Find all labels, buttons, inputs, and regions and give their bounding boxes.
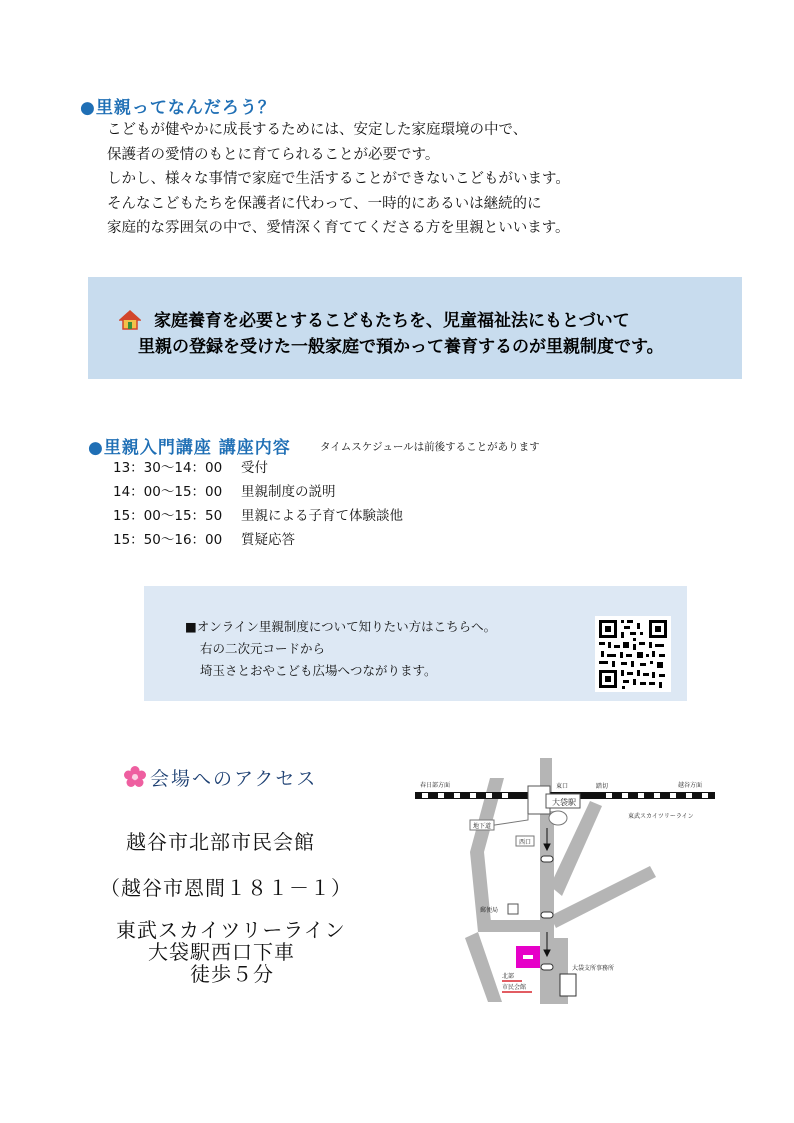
schedule-row (113, 528, 403, 552)
flower-icon (124, 766, 146, 788)
walk-time: 徒歩５分 (190, 962, 274, 986)
train-line: 東武スカイツリーライン (116, 918, 346, 942)
access-title: 会場へのアクセス (150, 768, 318, 790)
map-label-post: 郵便局 (480, 907, 499, 914)
map-label-station: 大袋駅 (552, 798, 576, 807)
station-exit: 大袋駅西口下車 (148, 940, 295, 964)
schedule-row (113, 456, 403, 480)
highlight-line-2: 里親の登録を受けた一般家庭で預かって養育するのが里親制度です。 (138, 337, 664, 357)
map-roundabout (549, 811, 567, 825)
schedule-time: 15：50～16：00 (113, 532, 223, 548)
schedule-label: 里親制度の説明 (241, 484, 336, 500)
map-label-venue-2: 市民会館 (502, 984, 527, 991)
map-label-kasukabe: 春日部方面 (420, 782, 451, 789)
map-label-line: 東武スカイツリーライン (628, 813, 694, 820)
highlight-line-1: 家庭養育を必要とするこどもたちを、児童福祉法にもとづいて (154, 311, 630, 331)
map-label-koshigaya: 越谷方面 (678, 782, 703, 789)
schedule-label: 受付 (241, 460, 268, 476)
schedule-time: 15：00～15：50 (113, 508, 223, 524)
about-line: そんなこどもたちを保護者に代わって、一時的にあるいは継続的に (107, 195, 542, 212)
schedule-note: タイムスケジュールは前後することがあります (320, 441, 540, 453)
about-line: こどもが健やかに成長するためには、安定した家庭環境の中で、 (107, 122, 528, 138)
online-box (144, 586, 687, 701)
map-label-west-exit: 西口 (519, 839, 532, 846)
qr-code-icon[interactable] (595, 616, 671, 692)
online-line-3: 埼玉さとおやこども広場へつながります。 (200, 663, 437, 678)
about-heading: ●里親ってなんだろう？ (80, 98, 276, 118)
schedule-row (113, 480, 403, 504)
access-map (410, 756, 730, 1006)
venue-name: 越谷市北部市民会館 (126, 830, 315, 854)
schedule-label: 質疑応答 (241, 532, 295, 548)
schedule-heading: ●里親入門講座 講座内容 (88, 438, 291, 458)
schedule-list (113, 456, 403, 552)
house-icon (119, 310, 141, 330)
highlight-box (88, 277, 742, 379)
online-line-1: ■オンライン里親制度について知りたい方はこちらへ。 (185, 619, 497, 634)
schedule-row (113, 504, 403, 528)
about-paragraph (107, 118, 570, 241)
map-label-crossing: 踏切 (596, 783, 609, 790)
map-label-underpass: 地下道 (473, 823, 492, 830)
about-line: 家庭的な雰囲気の中で、愛情深く育ててくださる方を里親といいます。 (107, 220, 570, 236)
about-line: 保護者の愛情のもとに育てられることが必要です。 (107, 146, 440, 163)
map-branch-office (560, 974, 576, 996)
map-label-east-exit: 東口 (556, 783, 569, 790)
map-label-venue-1: 北部 (502, 973, 515, 980)
schedule-time: 14：00～15：00 (113, 484, 223, 500)
schedule-label: 里親による子育て体験談他 (241, 508, 403, 524)
venue-address: （越谷市恩間１８１－１） (100, 876, 352, 900)
about-line: しかし、様々な事情で家庭で生活することができないこどもがいます。 (107, 171, 570, 187)
online-line-2: 右の二次元コードから (200, 641, 326, 656)
map-post-office (508, 904, 518, 914)
map-label-branch-office: 大袋支所事務所 (572, 965, 615, 972)
schedule-time: 13：30～14：00 (113, 460, 223, 476)
map-venue-mark (523, 955, 533, 959)
